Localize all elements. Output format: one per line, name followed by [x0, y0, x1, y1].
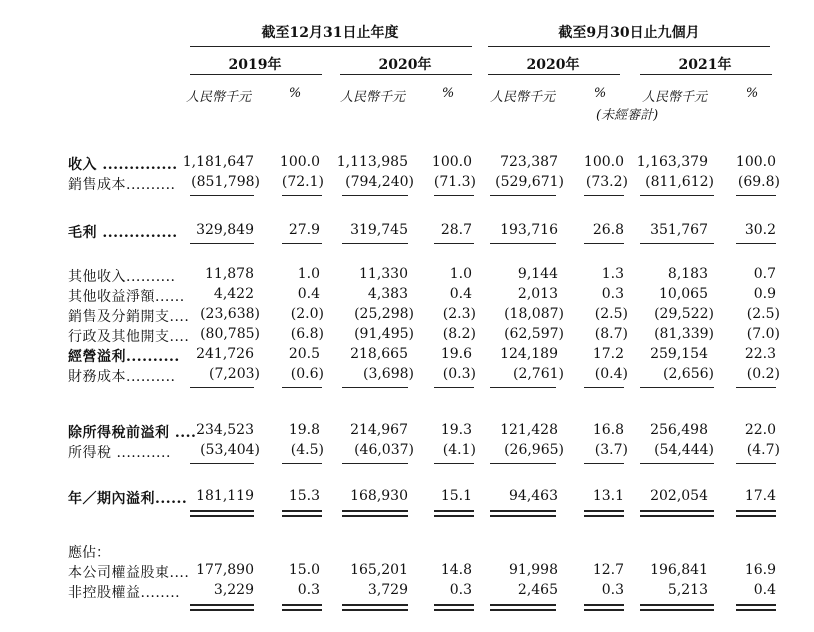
cell: 165,201	[350, 562, 408, 578]
table-row	[0, 266, 814, 284]
cell: 218,665	[350, 346, 408, 362]
cell: 100.0	[431, 154, 472, 170]
header-group-nine-months-rule	[488, 46, 770, 47]
cell: (69.8)	[737, 174, 780, 190]
cell: 0.9	[753, 286, 776, 302]
row-label-operating-profit: 經營溢利..........	[68, 349, 180, 365]
subtotal-rule	[190, 463, 254, 464]
cell: (73.2)	[585, 174, 628, 190]
cell: 30.2	[744, 222, 776, 238]
cell: 91,998	[509, 562, 558, 578]
total-rule	[736, 609, 776, 611]
header-pct-4: %	[745, 86, 759, 101]
row-label-other-income: 其他收入..........	[68, 269, 176, 285]
cell: (2.5)	[746, 306, 780, 322]
cell: (8.7)	[594, 326, 628, 342]
subtotal-rule	[342, 243, 408, 244]
cell: 13.1	[592, 488, 624, 504]
total-rule	[342, 515, 408, 517]
table-row	[0, 488, 814, 506]
cell: 5,213	[667, 582, 708, 598]
cell: 202,054	[650, 488, 708, 504]
total-rule	[736, 515, 776, 517]
cell: 8,183	[667, 266, 708, 282]
subtotal-rule	[282, 195, 322, 196]
total-rule	[190, 510, 254, 512]
cell: 15.1	[440, 488, 472, 504]
cell: 241,726	[196, 346, 254, 362]
header-group-year-end-rule	[190, 46, 472, 47]
cell: (2.0)	[290, 306, 324, 322]
subtotal-rule	[736, 387, 776, 388]
header-year-2020-nine: 2020年	[526, 57, 580, 73]
cell: 0.3	[601, 582, 624, 598]
cell: 3,229	[213, 582, 254, 598]
subtotal-rule	[434, 243, 474, 244]
total-rule	[342, 604, 408, 606]
cell: 2,465	[517, 582, 558, 598]
row-label-finance-costs: 財務成本..........	[68, 369, 176, 385]
header-pct-2: %	[441, 86, 455, 101]
cell: 1.0	[449, 266, 472, 282]
subtotal-rule	[584, 243, 624, 244]
table-row	[0, 422, 814, 440]
cell: (811,612)	[645, 174, 714, 190]
subtotal-rule	[190, 387, 254, 388]
subtotal-rule	[584, 463, 624, 464]
subtotal-rule	[736, 243, 776, 244]
total-rule	[584, 604, 624, 606]
cell: (3,698)	[362, 366, 414, 382]
subtotal-rule	[640, 195, 714, 196]
cell: (29,522)	[654, 306, 714, 322]
table-row	[0, 346, 814, 364]
total-rule	[190, 604, 254, 606]
row-label-equity-shareholders: 本公司權益股東....	[68, 565, 190, 581]
cell: 0.3	[297, 582, 320, 598]
subtotal-rule	[736, 463, 776, 464]
row-label-profit-before-tax: 除所得稅前溢利 ....	[68, 425, 197, 441]
cell: 329,849	[196, 222, 254, 238]
header-year-2019: 2019年	[228, 57, 282, 73]
header-year-rule-1	[190, 74, 322, 75]
header-unit-4: 人民幣千元	[642, 90, 708, 105]
cell: (3.7)	[594, 442, 628, 458]
cell: 100.0	[735, 154, 776, 170]
header-year-rule-3	[488, 74, 620, 75]
cell: 26.8	[592, 222, 624, 238]
cell: (7.0)	[746, 326, 780, 342]
attributable-heading: 應佔：	[68, 545, 110, 561]
total-rule	[342, 510, 408, 512]
row-label-gross-profit: 毛利 ..............	[68, 225, 178, 241]
total-rule	[190, 609, 254, 611]
table-row	[0, 286, 814, 304]
table-row	[0, 174, 814, 192]
cell: 94,463	[509, 488, 558, 504]
total-rule	[490, 604, 556, 606]
total-rule	[640, 510, 714, 512]
cell: 0.7	[753, 266, 776, 282]
cell: 259,154	[650, 346, 708, 362]
total-rule	[282, 609, 322, 611]
table-row	[0, 442, 814, 460]
subtotal-rule	[282, 387, 322, 388]
total-rule	[640, 515, 714, 517]
cell: 181,119	[196, 488, 254, 504]
cell: (18,087)	[504, 306, 564, 322]
cell: 723,387	[500, 154, 558, 170]
subtotal-rule	[282, 243, 322, 244]
cell: 22.0	[744, 422, 776, 438]
header-year-2020: 2020年	[378, 57, 432, 73]
cell: 0.4	[449, 286, 472, 302]
cell: 10,065	[659, 286, 708, 302]
header-year-rule-4	[640, 74, 772, 75]
header-year-rule-2	[340, 74, 472, 75]
subtotal-rule	[584, 387, 624, 388]
subtotal-rule	[584, 195, 624, 196]
cell: 1,113,985	[336, 154, 408, 170]
total-rule	[434, 515, 474, 517]
cell: (2,761)	[512, 366, 564, 382]
subtotal-rule	[736, 195, 776, 196]
total-rule	[282, 604, 322, 606]
cell: (4.5)	[290, 442, 324, 458]
total-rule	[640, 609, 714, 611]
cell: 15.3	[288, 488, 320, 504]
cell: (26,965)	[504, 442, 564, 458]
subtotal-rule	[282, 463, 322, 464]
total-rule	[736, 510, 776, 512]
total-rule	[282, 515, 322, 517]
row-label-revenue: 收入 ..............	[68, 157, 178, 173]
cell: (794,240)	[345, 174, 414, 190]
cell: 15.0	[288, 562, 320, 578]
cell: 2,013	[517, 286, 558, 302]
cell: 1,181,647	[182, 154, 254, 170]
subtotal-rule	[434, 195, 474, 196]
total-rule	[490, 609, 556, 611]
total-rule	[490, 515, 556, 517]
total-rule	[490, 510, 556, 512]
subtotal-rule	[490, 463, 556, 464]
cell: 319,745	[350, 222, 408, 238]
header-pct-1: %	[288, 86, 302, 101]
subtotal-rule	[342, 195, 408, 196]
cell: 1.3	[601, 266, 624, 282]
total-rule	[434, 510, 474, 512]
cell: 12.7	[592, 562, 624, 578]
cell: 19.3	[440, 422, 472, 438]
subtotal-rule	[490, 387, 556, 388]
subtotal-rule	[434, 463, 474, 464]
cell: 9,144	[517, 266, 558, 282]
row-label-non-controlling: 非控股權益........	[68, 585, 181, 601]
header-group-year-end: 截至12月31日止年度	[261, 25, 399, 41]
header-unit-unaudited: (未經審計)	[596, 108, 659, 123]
total-rule	[282, 510, 322, 512]
cell: 16.9	[744, 562, 776, 578]
cell: 17.4	[744, 488, 776, 504]
cell: 124,189	[500, 346, 558, 362]
table-row	[0, 366, 814, 384]
cell: 214,967	[350, 422, 408, 438]
total-rule	[640, 604, 714, 606]
subtotal-rule	[640, 243, 714, 244]
cell: 196,841	[650, 562, 708, 578]
cell: (529,671)	[495, 174, 564, 190]
cell: (0.4)	[594, 366, 628, 382]
cell: (4.1)	[442, 442, 476, 458]
cell: 256,498	[650, 422, 708, 438]
cell: (8.2)	[442, 326, 476, 342]
cell: 351,767	[650, 222, 708, 238]
total-rule	[584, 609, 624, 611]
row-label-other-gains: 其他收益淨額......	[68, 289, 185, 305]
subtotal-rule	[342, 387, 408, 388]
total-rule	[584, 510, 624, 512]
cell: 168,930	[350, 488, 408, 504]
cell: (2,656)	[662, 366, 714, 382]
table-row	[0, 222, 814, 240]
cell: (46,037)	[354, 442, 414, 458]
cell: 4,383	[367, 286, 408, 302]
header-unit-1: 人民幣千元	[186, 90, 252, 105]
total-rule	[434, 604, 474, 606]
row-label-profit-for-period: 年／期內溢利......	[68, 491, 188, 507]
cell: (23,638)	[200, 306, 260, 322]
cell: (80,785)	[200, 326, 260, 342]
total-rule	[434, 609, 474, 611]
total-rule	[584, 515, 624, 517]
cell: (91,495)	[354, 326, 414, 342]
cell: 1,163,379	[636, 154, 708, 170]
cell: (71.3)	[433, 174, 476, 190]
cell: 0.4	[297, 286, 320, 302]
cell: 0.3	[449, 582, 472, 598]
table-row	[0, 326, 814, 344]
table-row	[0, 582, 814, 600]
subtotal-rule	[640, 463, 714, 464]
subtotal-rule	[490, 243, 556, 244]
cell: (4.7)	[746, 442, 780, 458]
cell: 22.3	[744, 346, 776, 362]
cell: (81,339)	[654, 326, 714, 342]
row-label-admin-expenses: 行政及其他開支....	[68, 329, 190, 345]
cell: (851,798)	[191, 174, 260, 190]
cell: 1.0	[297, 266, 320, 282]
header-pct-3: %	[593, 86, 607, 101]
subtotal-rule	[640, 387, 714, 388]
cell: 19.8	[288, 422, 320, 438]
cell: (6.8)	[290, 326, 324, 342]
header-unit-2: 人民幣千元	[340, 90, 406, 105]
cell: (53,404)	[200, 442, 260, 458]
cell: (62,597)	[504, 326, 564, 342]
cell: 11,878	[205, 266, 254, 282]
cell: (72.1)	[281, 174, 324, 190]
cell: 193,716	[500, 222, 558, 238]
cell: 121,428	[500, 422, 558, 438]
cell: 0.3	[601, 286, 624, 302]
subtotal-rule	[342, 463, 408, 464]
cell: 4,422	[213, 286, 254, 302]
row-label-income-tax: 所得稅 ...........	[68, 445, 171, 461]
row-label-selling-expenses: 銷售及分銷開支....	[68, 309, 190, 325]
cell: 14.8	[440, 562, 472, 578]
cell: 27.9	[288, 222, 320, 238]
cell: (0.3)	[442, 366, 476, 382]
table-row	[0, 306, 814, 324]
cell: (25,298)	[354, 306, 414, 322]
cell: 100.0	[279, 154, 320, 170]
cell: 0.4	[753, 582, 776, 598]
cell: (2.3)	[442, 306, 476, 322]
total-rule	[190, 515, 254, 517]
cell: 19.6	[440, 346, 472, 362]
subtotal-rule	[490, 195, 556, 196]
table-row	[0, 154, 814, 172]
table-row	[0, 562, 814, 580]
cell: 11,330	[359, 266, 408, 282]
cell: 28.7	[440, 222, 472, 238]
cell: 17.2	[592, 346, 624, 362]
cell: (0.6)	[290, 366, 324, 382]
subtotal-rule	[190, 195, 254, 196]
cell: (0.2)	[746, 366, 780, 382]
cell: 234,523	[196, 422, 254, 438]
cell: 100.0	[583, 154, 624, 170]
cell: 3,729	[367, 582, 408, 598]
cell: (7,203)	[208, 366, 260, 382]
subtotal-rule	[190, 243, 254, 244]
row-label-cost-of-sales: 銷售成本..........	[68, 177, 176, 193]
total-rule	[342, 609, 408, 611]
cell: 20.5	[288, 346, 320, 362]
cell: 177,890	[196, 562, 254, 578]
header-group-nine-months: 截至9月30日止九個月	[558, 25, 700, 41]
cell: 16.8	[592, 422, 624, 438]
subtotal-rule	[434, 387, 474, 388]
header-year-2021-nine: 2021年	[678, 57, 732, 73]
cell: (2.5)	[594, 306, 628, 322]
total-rule	[736, 604, 776, 606]
header-unit-3: 人民幣千元	[490, 90, 556, 105]
cell: (54,444)	[654, 442, 714, 458]
